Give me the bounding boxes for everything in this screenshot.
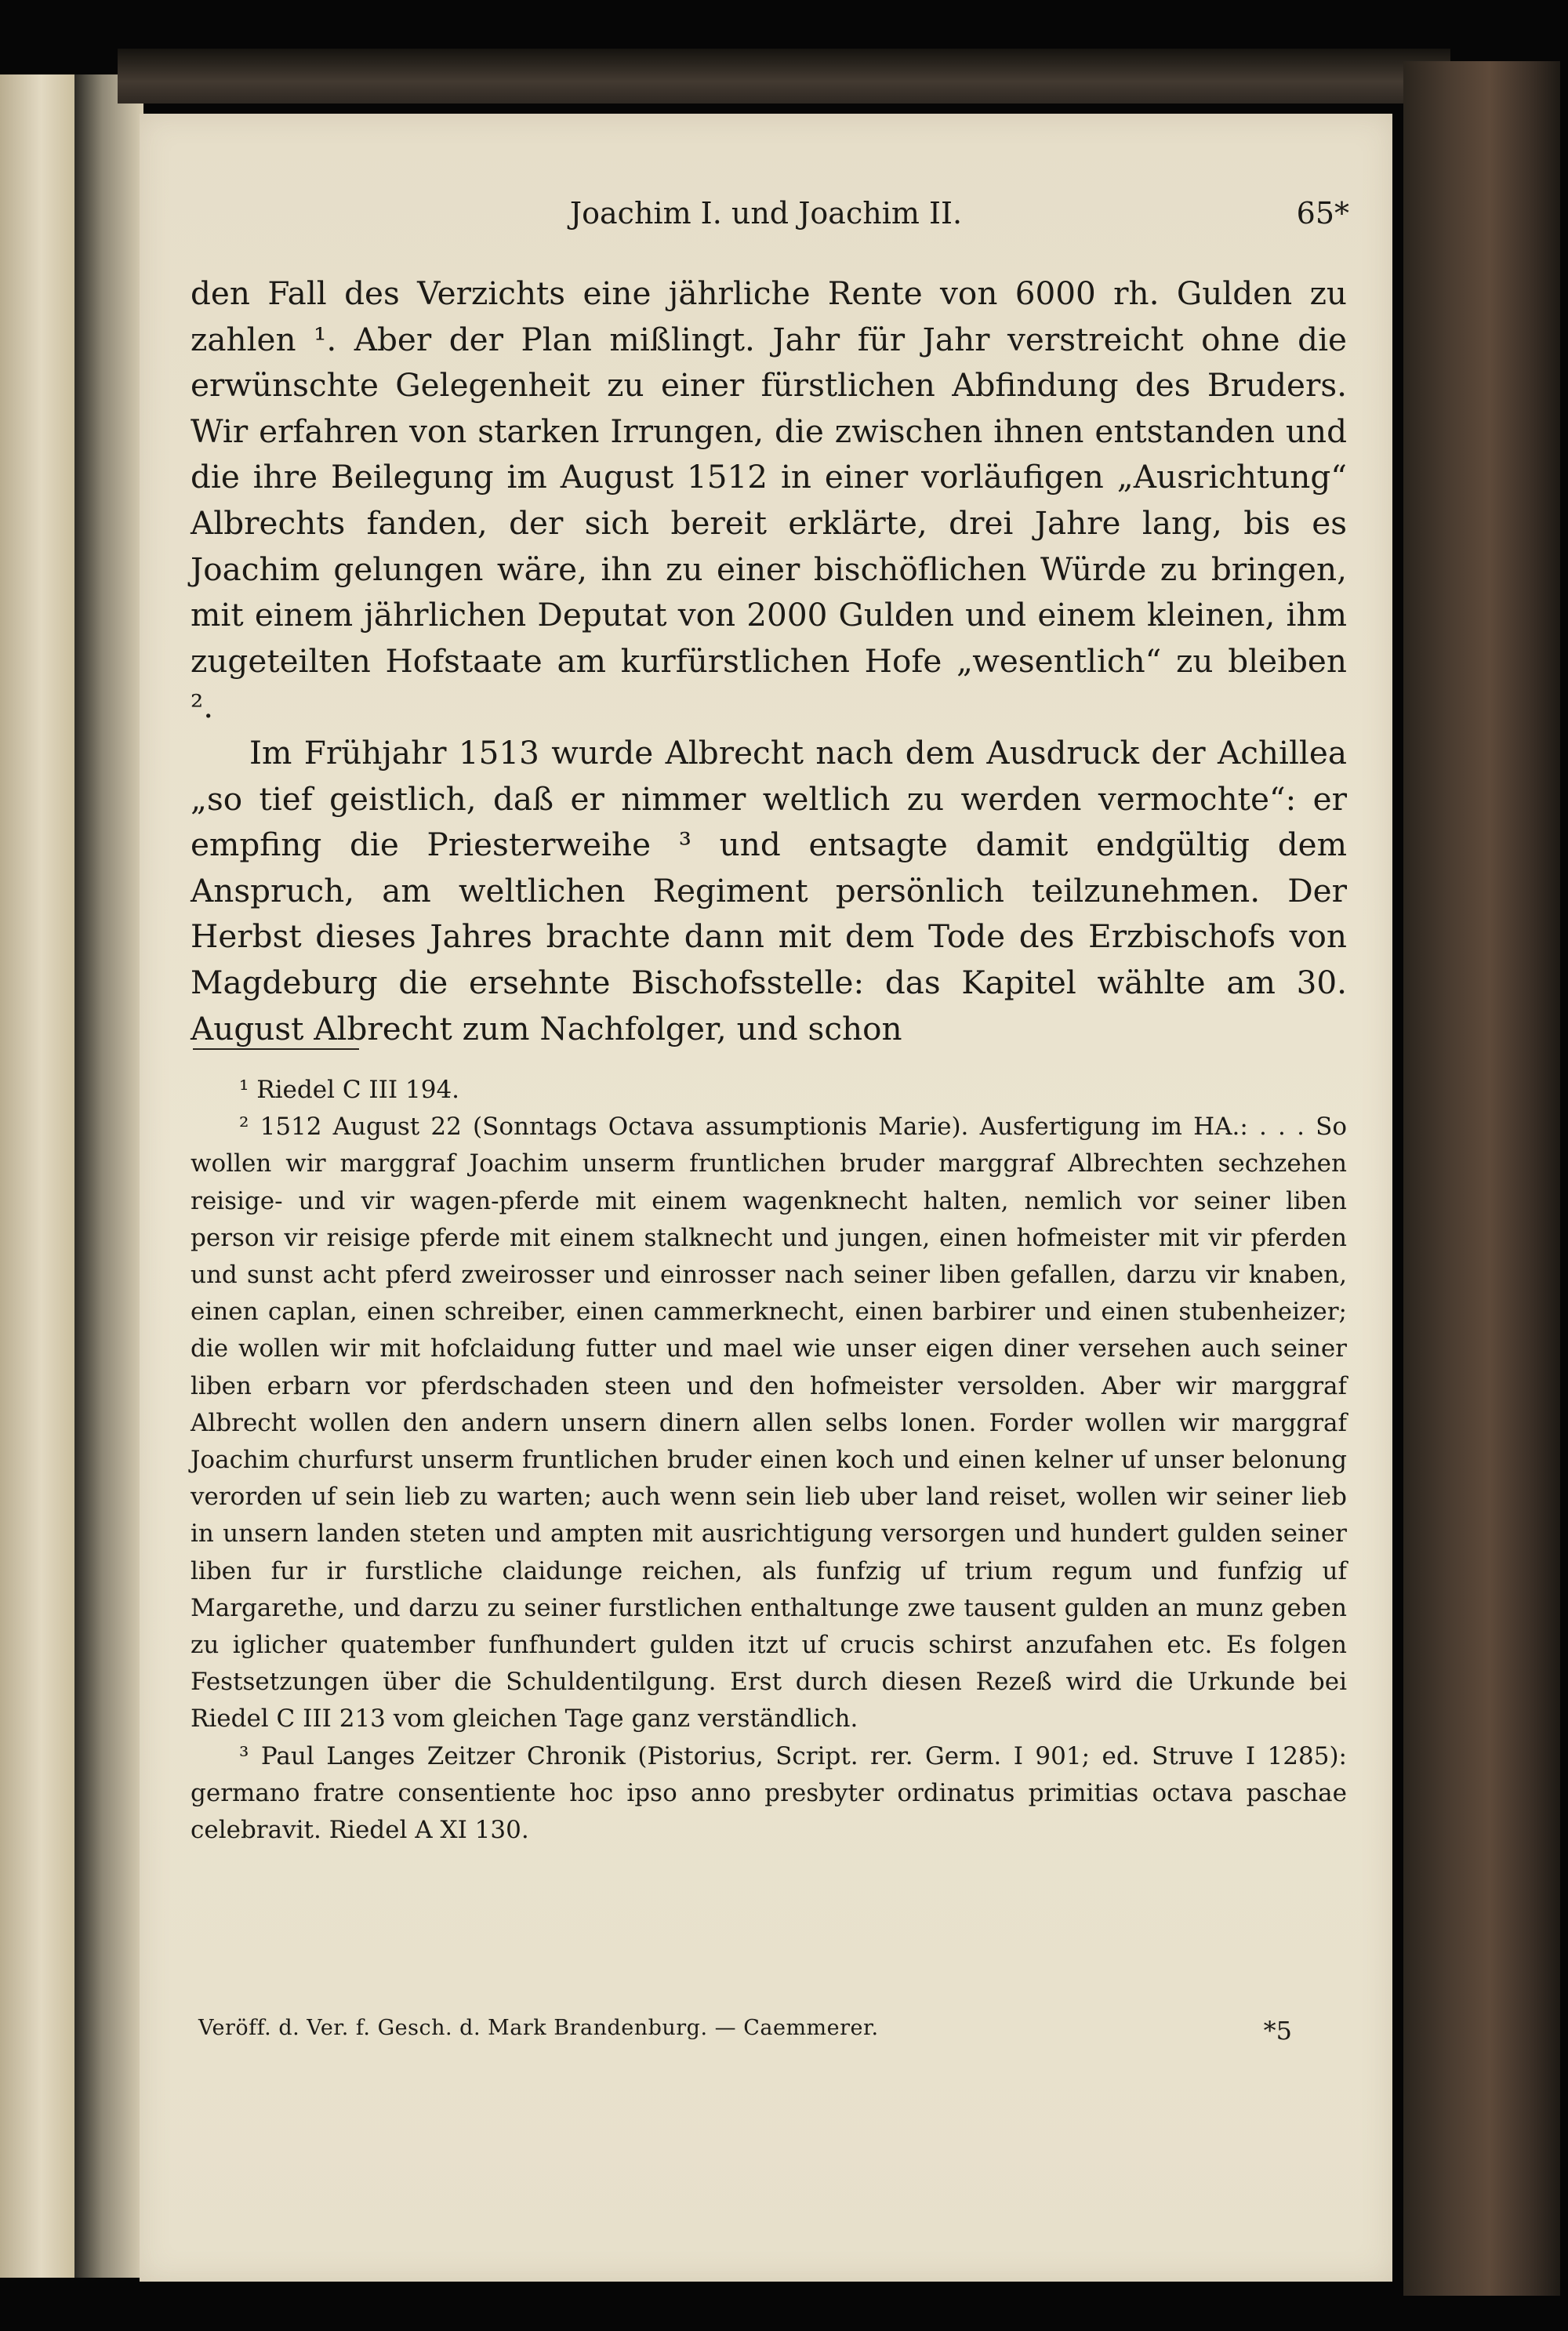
page-number: 65*	[1296, 196, 1349, 231]
book-cover-right-edge	[1403, 61, 1560, 2296]
footnote-separator	[193, 1048, 359, 1050]
page-footer	[191, 2016, 1347, 2051]
book-page	[140, 114, 1392, 2282]
footnote-2: ² 1512 August 22 (Sonntags Octava assumptionis Marie). Ausfertigung im HA.: . . . So wollen wir marggraf Joachim unserm fruntlichen bruder marggraf Albrechten sechzehen reisige- und vir wagen-pferde mit einem wagenknecht halten, nemlich vor seiner liben person vir reisige pferde mit einem stalknecht und jungen, einen hofmeister mit vir pferden und sunst acht pferd zweirosser und einrosser nach seiner liben gefallen, darzu vir knaben, einen caplan, einen schreiber, einen cammerknecht, einen barbirer und einen stubenheizer; die wollen wir mit hofclaidung futter und mael wie unser eigen diner versehen auch seiner liben erbarn vor pferdschaden steen und den hofmeister versolden. Aber wir marggraf Albrecht wollen den andern unsern dinern allen selbs lonen. Forder wollen wir marggraf Joachim churfurst unserm fruntlichen bruder einen koch und einen kelner uf unser belonung verorden uf sein lieb zu warten; auch wenn sein lieb uber land reiset, wollen wir seiner lieb in unsern landen steten und ampten mit ausrichtigung versorgen und hundert gulden seiner liben fur ir furstliche claidunge reichen, als funfzig uf trium regum und funfzig uf Margarethe, und darzu zu seiner furstlichen enthaltunge zwe tausent gulden an munz geben zu iglicher quatember funfhundert gulden itzt uf crucis schirst anzufahen etc. Es folgen Festsetzungen über die Schuldentilgung. Erst durch diesen Rezeß wird die Urkunde bei Riedel C III 213 vom gleichen Tage ganz verständlich.	[191, 1113, 1347, 1734]
paragraph-2: Im Frühjahr 1513 wurde Albrecht nach dem Ausdruck der Achillea „so tief geistlich, daß er nimmer weltlich zu werden vermochte“: er empfing die Priesterweihe ³ und entsagte damit endgültig dem Anspruch, am weltlichen Regiment persönlich teilzunehmen. Der Herbst dieses Jahres brachte dann mit dem Tode des Erzbischofs von Magdeburg die ersehnte Bischofsstelle: das Kapitel wählte am 30. August Albrecht zum Nachfolger, und schon	[191, 733, 1347, 1047]
main-text	[191, 270, 1347, 1051]
signature-mark: *5	[1263, 2016, 1292, 2046]
footnotes	[191, 1072, 1347, 1849]
left-page-edge	[0, 74, 74, 2278]
book-cover-top-edge	[118, 49, 1450, 103]
running-header	[140, 196, 1392, 243]
paragraph-1: den Fall des Verzichts eine jährliche Rente von 6000 rh. Gulden zu zahlen ¹. Aber der Plan mißlingt. Jahr für Jahr verstreicht ohne die erwünschte Gelegenheit zu einer fürstlichen Abfindung des Bruders. Wir erfahren von starken Irrungen, die zwischen ihnen entstanden und die ihre Beilegung im August 1512 in einer vorläufigen „Ausrichtung“ Albrechts fanden, der sich bereit erklärte, drei Jahre lang, bis es Joachim gelungen wäre, ihn zu einer bischöflichen Würde zu bringen, mit einem jährlichen Deputat von 2000 Gulden und einem kleinen, ihm zugeteilten Hofstaate am kurfürstlichen Hofe „wesentlich“ zu bleiben ².	[191, 274, 1347, 726]
footnote-1: ¹ Riedel C III 194.	[239, 1076, 460, 1104]
footnote-3: ³ Paul Langes Zeitzer Chronik (Pistorius, Script. rer. Germ. I 901; ed. Struve I 1285): germano fratre consentiente hoc ipso anno presbyter ordinatus primitias octava paschae celebravit. Riedel A XI 130.	[191, 1741, 1347, 1845]
book-gutter	[74, 74, 143, 2278]
running-title: Joachim I. und Joachim II.	[569, 196, 963, 231]
publication-source: Veröff. d. Ver. f. Gesch. d. Mark Brandenburg. — Caemmerer.	[198, 2016, 879, 2040]
